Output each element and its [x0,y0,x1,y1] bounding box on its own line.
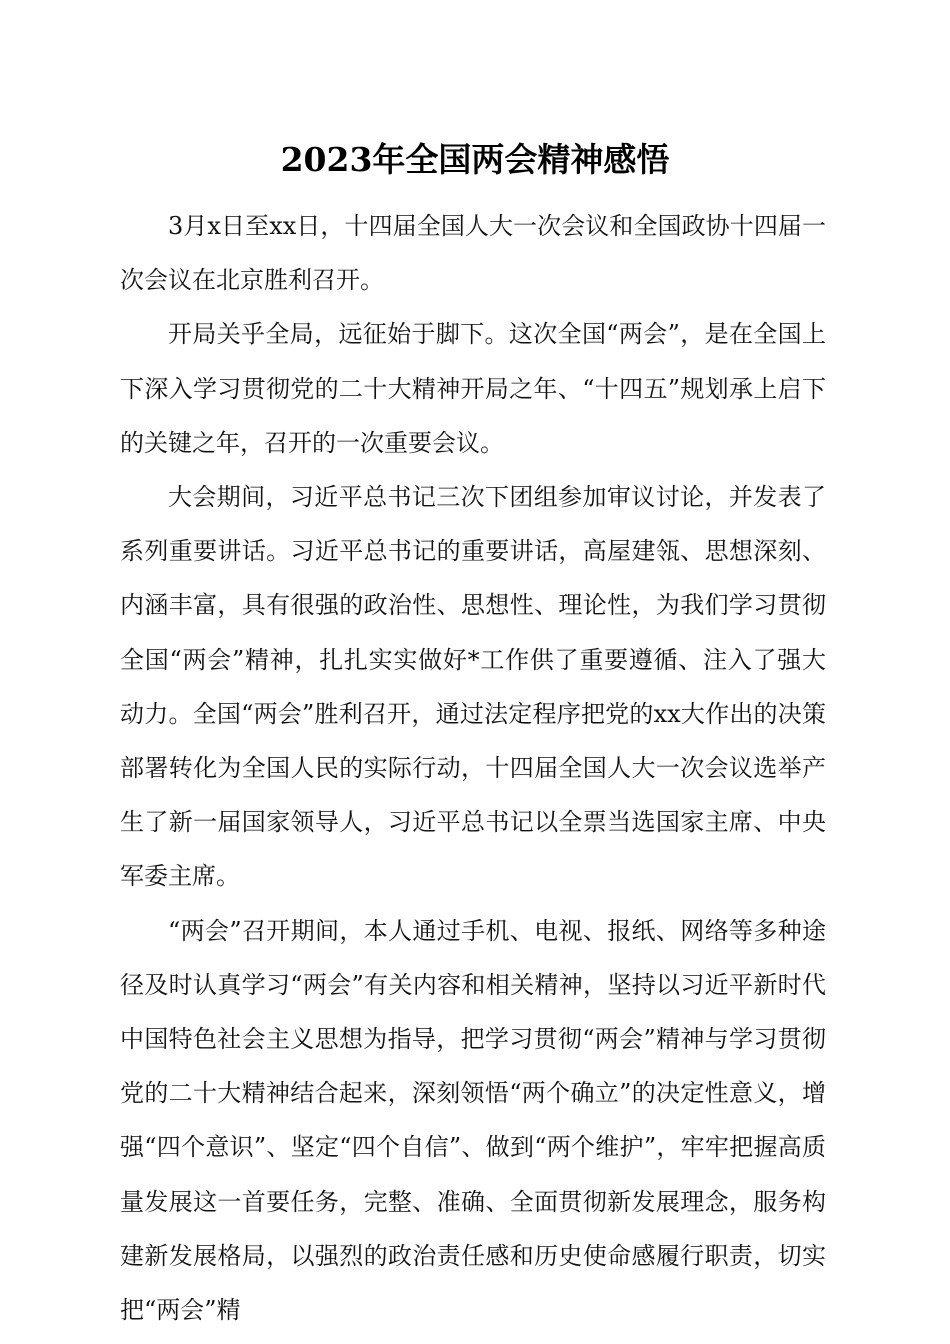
paragraph-1: 3月x日至xx日，十四届全国人大一次会议和全国政协十四届一次会议在北京胜利召开。 [120,212,826,295]
paragraph-4: “两会”召开期间，本人通过手机、电视、报纸、网络等多种途径及时认真学习“两会”有关内容和相关精神，坚持以习近平新时代中国特色社会主义思想为指导，把学习贯彻“两会”精神与学习贯彻党的二十大精神结合起来，深刻领悟“两个确立”的决定性意义，增强“四个意识”、坚定“四个自信”、做到“两个维护”，牢牢把握高质量发展这一首要任务，完整、准确、全面贯彻新发展理念，服务构建新发展格局，以强烈的政治责任感和历史使命感履行职责，切实把“两会”精 [120,916,826,1325]
paragraph-2: 开局关乎全局，远征始于脚下。这次全国“两会”，是在全国上下深入学习贯彻党的二十大精神开局之年、“十四五”规划承上启下的关键之年，召开的一次重要会议。 [120,320,826,457]
document-body [120,199,826,1337]
document-title: 2023年全国两会精神感悟 [280,140,670,179]
paragraph-3: 大会期间，习近平总书记三次下团组参加审议讨论，并发表了系列重要讲话。习近平总书记的重要讲话，高屋建瓴、思想深刻、内涵丰富，具有很强的政治性、思想性、理论性，为我们学习贯彻全国“两会”精神，扎扎实实做好*工作供了重要遵循、注入了强大动力。全国“两会”胜利召开，通过法定程序把党的xx大作出的决策部署转化为全国人民的实际行动，十四届全国人大一次会议选举产生了新一届国家领导人，习近平总书记以全票当选国家主席、中央军委主席。 [120,483,826,891]
